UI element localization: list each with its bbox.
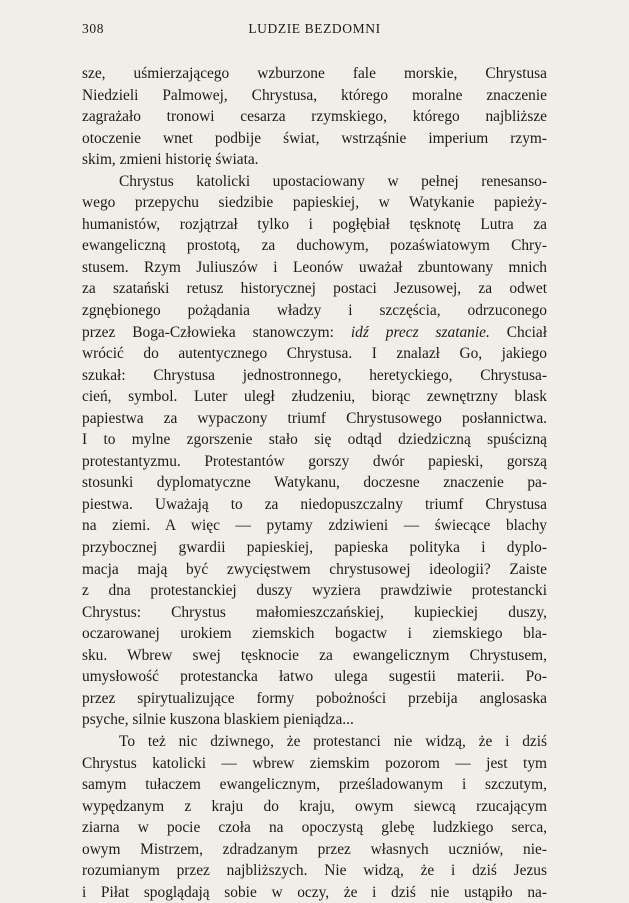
text-line: zgnębionego pożądania władzy i szczęścia, odrzuconego	[82, 302, 547, 320]
text-line: papiestwa za wypaczony triumf Chrystusowego posłannictwa.	[82, 409, 547, 427]
running-title: LUDZIE BEZDOMNI	[248, 21, 381, 36]
page-number: 308	[82, 21, 105, 36]
text-line: stosunki dyplomatyczne Watykanu, doczesne znaczenie pa-	[82, 474, 547, 492]
text-line: stusem. Rzym Juliuszów i Leonów uważał zbuntowany mnich	[82, 258, 547, 276]
text-line: wypędzanym z kraju do kraju, owym siewcą rzucającym	[82, 797, 547, 815]
text-line: przybocznej gwardii papieskiej, papieska polityka i dyplo-	[82, 539, 547, 557]
text-line: humanistów, rozjątrzał tylko i pogłębiał tęsknotę Lutra za	[82, 215, 547, 233]
text-line: Niedzieli Palmowej, Chrystusa, którego moralne znaczenie	[82, 86, 547, 104]
text-line: wrócić do autentycznego Chrystusa. I znalazł Go, jakiego	[82, 345, 547, 363]
text-line: z dna protestanckiej duszy wyziera prawdziwie protestancki	[82, 582, 547, 600]
text-line: wego przepychu siedzibie papieskiej, w Watykanie papieży-	[82, 194, 547, 212]
text-line: i Piłat spoglądają sobie w oczy, że i dziś nie ustąpiło na-	[82, 883, 547, 901]
text-line: I to mylne zgorszenie stało się odtąd dziedziczną spuścizną	[82, 431, 547, 449]
text-line: rozumianym przez najbliższych. Nie widzą, że i dziś Jezus	[82, 862, 547, 880]
line-segment: przez Boga-Człowieka stanowczym:	[82, 323, 334, 341]
text-line: Chrystus: Chrystus małomieszczańskiej, kupieckiej duszy,	[82, 603, 547, 621]
text-line: sku. Wbrew swej tęsknocie za ewangelicznym Chrystusem,	[82, 646, 547, 664]
text-line: samym tułaczem ewangelicznym, prześladowanym i szczutym,	[82, 776, 547, 794]
page-header	[82, 21, 547, 41]
text-line: piestwa. Uważają to za niedopuszczalny triumf Chrystusa	[82, 495, 547, 513]
text-line: Chrystus katolicki — wbrew ziemskim pozorom — jest tym	[82, 754, 547, 772]
text-line: psyche, silnie kuszona blaskiem pieniądza...	[82, 711, 354, 729]
paragraph-start-line: To też nic dziwnego, że protestanci nie widzą, że i dziś	[119, 732, 547, 750]
line-segment: Chciał	[506, 323, 547, 341]
text-line: sze, uśmierzającego wzburzone fale morskie, Chrystusa	[82, 65, 547, 82]
paragraph-start-line: Chrystus katolicki upostaciowany w pełnej renesanso-	[119, 172, 547, 190]
text-line: szukał: Chrystusa jednostronnego, heretyckiego, Chrystusa-	[82, 366, 547, 384]
text-line: owym Mistrzem, zdradzanym przez własnych uczniów, nie-	[82, 840, 547, 858]
text-line: otoczenie wnet podbije świat, wstrząśnie imperium rzym-	[82, 129, 547, 147]
text-line: ewangeliczną prostotą, za duchowym, pozaświatowym Chry-	[82, 237, 547, 255]
text-line: za szatański retusz historycznej postaci Jezusowej, za odwet	[82, 280, 547, 298]
text-line: cień, symbol. Luter uległ złudzeniu, biorąc zewnętrzny blask	[82, 388, 547, 406]
text-line: umysłowość protestancka łatwo ulega sugestii materii. Po-	[82, 668, 547, 686]
text-line: macja mają być zwycięstwem chrystusowej ideologii? Zaiste	[82, 560, 547, 578]
text-line: ziarna w pocie czoła na opoczystą glebę ludzkiego serca,	[82, 819, 547, 837]
text-line: oczarowanej urokiem ziemskich bogactw i ziemskiego bla-	[82, 625, 547, 643]
body-text	[82, 63, 547, 903]
text-line: zagrażało tronowi cesarza rzymskiego, którego najbliższe	[82, 108, 547, 126]
text-line: protestantyzmu. Protestantów gorszy dwór papieski, gorszą	[82, 452, 547, 470]
text-line-with-italic	[82, 322, 547, 344]
text-line: przez spirytualizujące formy pobożności przebija anglosaska	[82, 689, 547, 707]
text-line: skim, zmieni historię świata.	[82, 151, 259, 169]
text-line: na ziemi. A więc — pytamy zdziwieni — świecące blachy	[82, 517, 547, 535]
italic-quote: idź precz szatanie.	[350, 323, 490, 341]
